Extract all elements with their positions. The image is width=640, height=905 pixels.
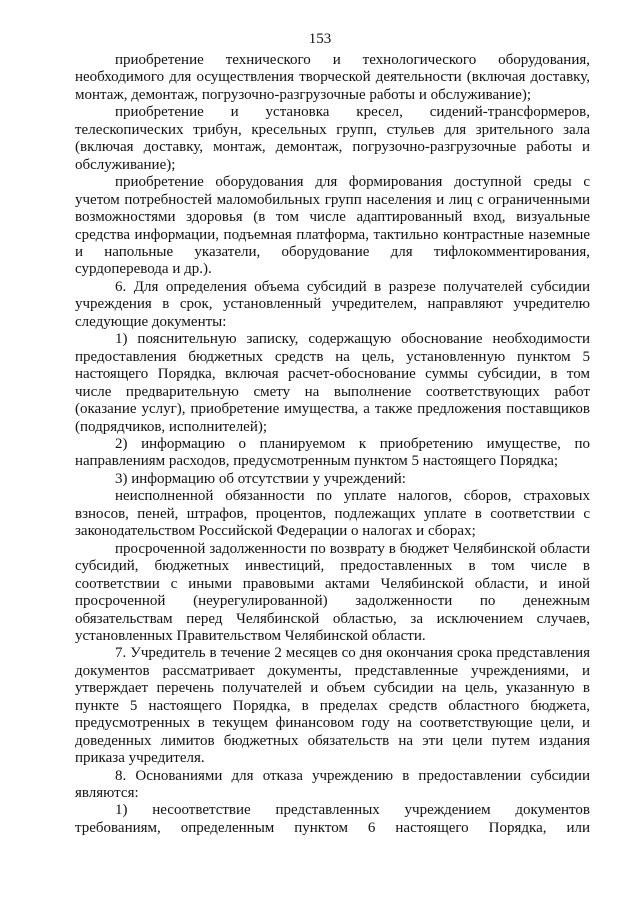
clause-8: 8. Основаниями для отказа учреждению в предоставлении субсидии являются:: [75, 767, 590, 802]
paragraph-seating-installation: приобретение и установка кресел, сидений-трансформеров, телескопических трибун, кресельных групп, стульев для зрительного зала (включая доставку, монтаж, демонтаж, погрузочно-разгрузочные работы и обслуживание);: [75, 104, 590, 173]
clause-7: 7. Учредитель в течение 2 месяцев со дня окончания срока представления документов рассматривает документы, представленные учреждениями, и утверждает перечень получателей и объем субсидии на цель, указанную в пункте 5 настоящего Порядка, в пределах средств областного бюджета, предусмотренных в текущем финансовом году на соответствующие цели, и доведенных лимитов бюджетных обязательств на эти цели путем издания приказа учредителя.: [75, 645, 590, 767]
clause-6-item-3-debts: просроченной задолженности по возврату в бюджет Челябинской области субсидий, бюджетных инвестиций, предоставленных в том числе в соответствии с иными правовыми актами Челябинской области, и иной просроченной (неурегулированной) задолженности по денежным обязательствам перед Челябинской областью, за исключением случаев, установленных Правительством Челябинской области.: [75, 540, 590, 644]
clause-6-item-3-taxes: неисполненной обязанности по уплате налогов, сборов, страховых взносов, пеней, штрафов, процентов, подлежащих уплате в соответствии с законодательством Российской Федерации о налогах и сборах;: [75, 488, 590, 540]
clause-6-item-1: 1) пояснительную записку, содержащую обоснование необходимости предоставления бюджетных средств на цель, установленную пунктом 5 настоящего Порядка, включая расчет-обоснование суммы субсидии, в том числе предварительную смету на выполнение соответствующих работ (оказание услуг), приобретение имущества, а также предложения поставщиков (подрядчиков, исполнителей);: [75, 331, 590, 435]
document-body: [75, 52, 590, 837]
paragraph-tech-equipment: приобретение технического и технологического оборудования, необходимого для осуществления творческой деятельности (включая доставку, монтаж, демонтаж, погрузочно-разгрузочные работы и обслуживание);: [75, 52, 590, 103]
clause-8-item-1: 1) несоответствие представленных учреждением документов требованиям, определенным пунктом 6 настоящего Порядка, или: [75, 802, 590, 836]
clause-6-item-2: 2) информацию о планируемом к приобретению имуществе, по направлениям расходов, предусмотренным пунктом 5 настоящего Порядка;: [75, 435, 590, 470]
clause-6-item-3: 3) информацию об отсутствии у учреждений:: [115, 470, 406, 487]
clause-6-documents: 6. Для определения объема субсидий в разрезе получателей субсидии учреждения в срок, установленный учредителем, направляют учредителю следующие документы:: [75, 278, 590, 330]
page-number: 153: [308, 31, 332, 47]
paragraph-accessibility-equipment: приобретение оборудования для формирования доступной среды с учетом потребностей маломобильных групп населения и лиц с ограниченными возможностями здоровья (в том числе адаптированный вход, визуальные средства информации, подъемная платформа, тактильно контрастные наземные и напольные указатели, оборудование для тифлокомментирования, сурдоперевода и др.).: [75, 174, 590, 278]
